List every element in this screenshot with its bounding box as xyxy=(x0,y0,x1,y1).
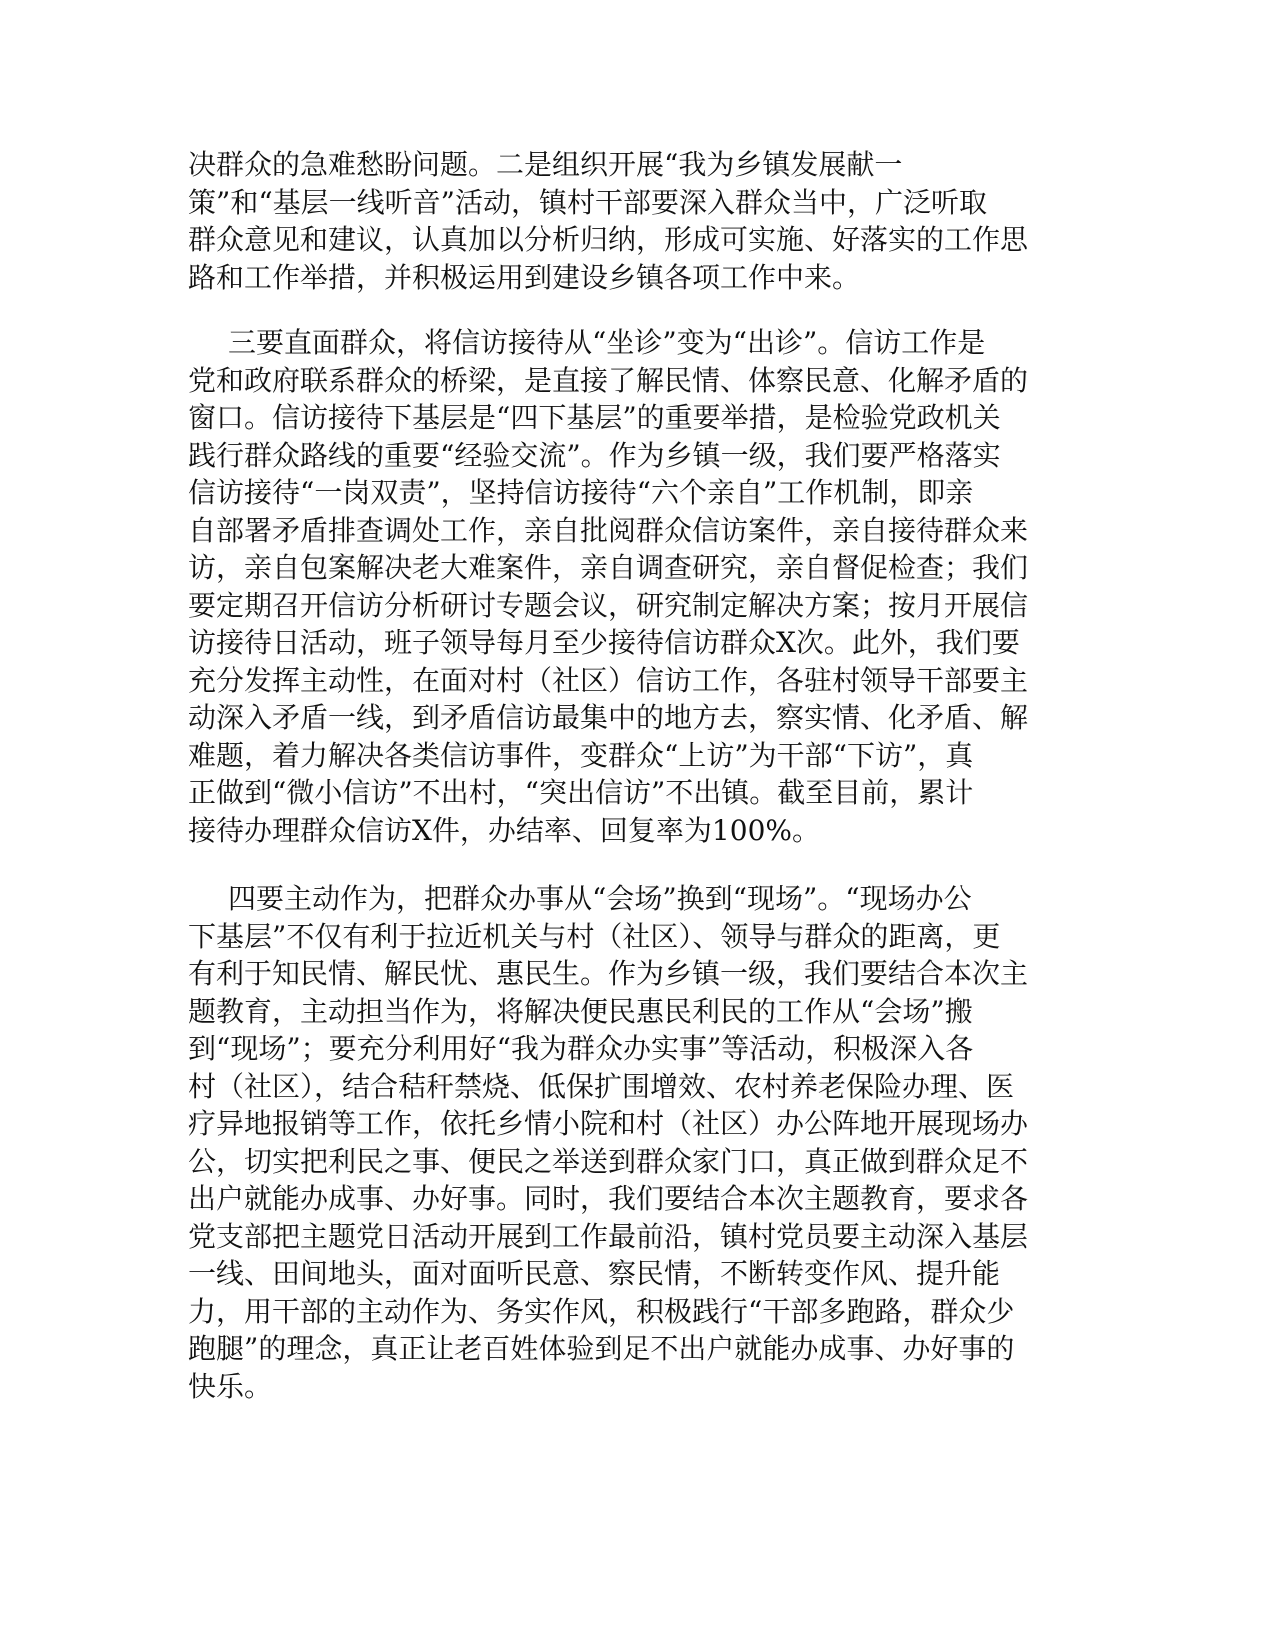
text-line: 题教育，主动担当作为，将解决便民惠民利民的工作从“会场”搬 xyxy=(188,994,973,1028)
text-line: 动深入矛盾一线，到矛盾信访最集中的地方去，察实情、化矛盾、解 xyxy=(188,701,1029,734)
text-line: 快乐。 xyxy=(188,1369,273,1403)
paragraph-petition-reception xyxy=(188,324,1088,849)
text-line: 三要直面群众，将信访接待从“坐诊”变为“出诊”。信访工作是 xyxy=(228,326,986,359)
text-line: 一线、田间地头，面对面听民意、察民情，不断转变作风、提升能 xyxy=(188,1257,1001,1290)
text-line: 践行群众路线的重要“经验交流”。作为乡镇一级，我们要严格落实 xyxy=(188,438,1001,472)
text-line: 出户就能办成事、办好事。同时，我们要结合本次主题教育，要求各 xyxy=(188,1182,1029,1215)
text-line: 到“现场”；要充分利用好“我为群众办实事”等活动，积极深入各 xyxy=(188,1032,974,1065)
text-line: 党和政府联系群众的桥梁，是直接了解民情、体察民意、化解矛盾的 xyxy=(188,363,1029,397)
text-line: 访接待日活动，班子领导每月至少接待信访群众X次。此外，我们要 xyxy=(188,626,1020,659)
text-line: 正做到“微小信访”不出村，“突出信访”不出镇。截至目前，累计 xyxy=(188,776,974,809)
text-line: 信访接待“一岗双责”，坚持信访接待“六个亲自”工作机制，即亲 xyxy=(188,476,974,509)
text-line: 村（社区），结合秸秆禁烧、低保扩围增效、农村养老保险办理、医 xyxy=(188,1069,1015,1103)
text-line: 访，亲自包案解决老大难案件，亲自调查研究，亲自督促检查；我们 xyxy=(188,551,1029,584)
text-line: 跑腿”的理念，真正让老百姓体验到足不出户就能办成事、办好事的 xyxy=(188,1332,1015,1365)
paragraph-onsite-service xyxy=(188,880,1088,1405)
text-line: 疗异地报销等工作，依托乡情小院和村（社区）办公阵地开展现场办 xyxy=(188,1107,1029,1140)
text-line: 策”和“基层一线听音”活动，镇村干部要深入群众当中，广泛听取 xyxy=(188,185,987,219)
paragraph-continuation xyxy=(188,146,1088,296)
text-line: 党支部把主题党日活动开展到工作最前沿，镇村党员要主动深入基层 xyxy=(188,1219,1029,1253)
text-line: 决群众的急难愁盼问题。二是组织开展“我为乡镇发展献一 xyxy=(188,148,903,181)
text-line: 公，切实把利民之事、便民之举送到群众家门口，真正做到群众足不 xyxy=(188,1144,1029,1178)
text-line: 力，用干部的主动作为、务实作风，积极践行“干部多跑路，群众少 xyxy=(188,1294,1015,1328)
text-line: 群众意见和建议，认真加以分析归纳，形成可实施、好落实的工作思 xyxy=(188,223,1029,256)
text-line: 充分发挥主动性，在面对村（社区）信访工作，各驻村领导干部要主 xyxy=(188,663,1029,697)
text-line: 路和工作举措，并积极运用到建设乡镇各项工作中来。 xyxy=(188,260,861,294)
text-line: 窗口。信访接待下基层是“四下基层”的重要举措，是检验党政机关 xyxy=(188,401,1001,434)
text-line: 要定期召开信访分析研讨专题会议，研究制定解决方案；按月开展信 xyxy=(188,588,1029,622)
text-line: 下基层”不仅有利于拉近机关与村（社区）、领导与群众的距离，更 xyxy=(188,919,1001,953)
text-line: 难题，着力解决各类信访事件，变群众“上访”为干部“下访”，真 xyxy=(188,738,974,772)
text-line: 四要主动作为，把群众办事从“会场”换到“现场”。“现场办公 xyxy=(228,882,972,915)
text-line: 接待办理群众信访X件，办结率、回复率为100%。 xyxy=(188,813,820,847)
text-line: 自部署矛盾排查调处工作，亲自批阅群众信访案件，亲自接待群众来 xyxy=(188,513,1029,547)
text-line: 有利于知民情、解民忧、惠民生。作为乡镇一级，我们要结合本次主 xyxy=(188,957,1029,990)
